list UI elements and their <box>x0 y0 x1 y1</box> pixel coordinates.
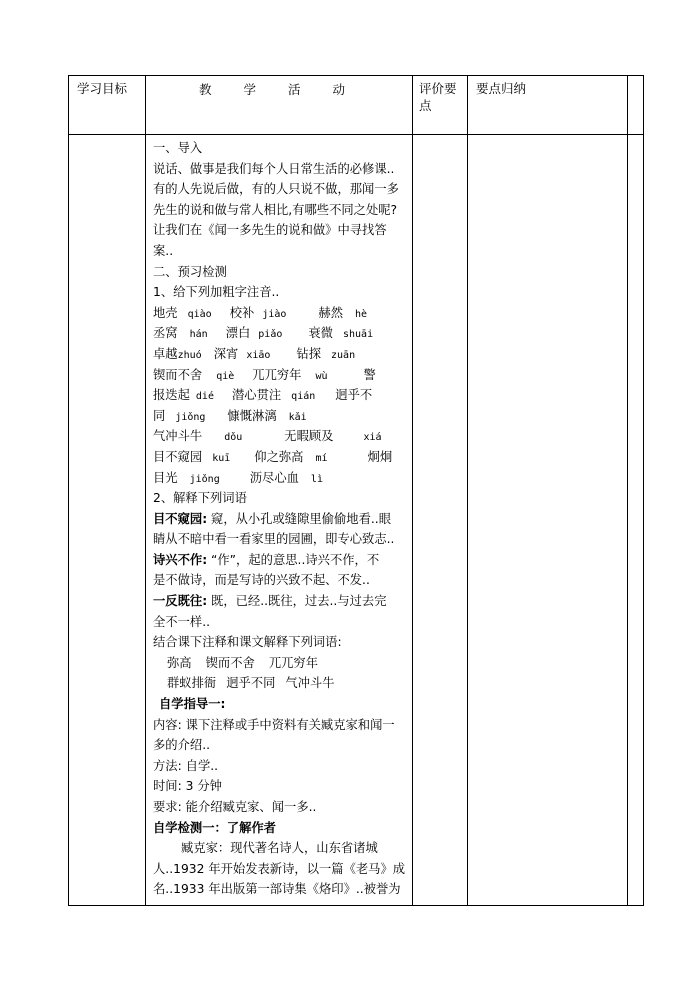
pinyin: wù <box>315 370 328 382</box>
pinyin: jiǒng <box>175 411 206 423</box>
pinyin: hè <box>355 308 368 320</box>
definition-line <box>153 550 409 571</box>
word: 锲而不舍 <box>153 367 203 382</box>
pinyin: mí <box>315 452 328 464</box>
pinyin-row <box>153 365 409 386</box>
pinyin: lì <box>310 473 323 485</box>
cell-key-summary <box>468 135 628 906</box>
word: 钻探 <box>296 346 322 361</box>
pinyin-row <box>153 426 409 447</box>
text-line: 有的人先说后做，有的人只说不做，那闻一多 <box>153 182 399 197</box>
text-line: 案.. <box>153 243 174 258</box>
pinyin: kuī <box>212 452 231 464</box>
pinyin-row <box>153 406 409 427</box>
word: 目光 <box>153 470 178 485</box>
pinyin: dǒu <box>224 432 243 444</box>
pinyin: shuāi <box>342 329 374 341</box>
text-line: 臧克家：现代著名诗人，山东省诸城 <box>181 841 378 856</box>
word: 卓越 <box>153 346 178 361</box>
table-header-row <box>69 76 644 135</box>
pinyin: xiāo <box>246 349 271 361</box>
term: 一反既往: <box>153 594 208 609</box>
pinyin: jiǒng <box>189 473 220 485</box>
definition: “作”，起的意思..诗兴不作，不 <box>207 552 380 567</box>
header-blank <box>628 76 644 135</box>
text-line: 内容: 课下注释或手中资料有关臧克家和闻一 <box>153 717 395 732</box>
term: 诗兴不作: <box>153 552 208 567</box>
cell-blank <box>628 135 644 906</box>
word: 沥尽心血 <box>249 470 299 485</box>
section-preview-heading: 二、预习检测 <box>153 264 227 279</box>
text-line: 2、解释下列词语 <box>153 491 247 506</box>
word: 群蚁排衙 <box>167 676 217 691</box>
word: 炯炯 <box>367 449 393 464</box>
header-teaching-activities: 教 学 活 动 <box>146 76 413 135</box>
text-line: 要求: 能介绍臧克家、闻一多.. <box>153 800 317 814</box>
definition: 窥，从小孔或缝隙里偷偷地看..眼 <box>207 511 391 526</box>
text-line: 结合课下注释和课文解释下列词语: <box>153 635 342 650</box>
word-list-row <box>153 673 409 694</box>
table-body-row <box>69 135 644 906</box>
word: 潜心贯注 <box>231 388 282 403</box>
text-line: 1、给下列加粗字注音.. <box>153 285 280 300</box>
word: 气冲斗牛 <box>285 676 335 691</box>
text-line: 先生的说和做与常人相比,有哪些不同之处呢? <box>153 202 398 217</box>
word: 兀兀穷年 <box>252 367 302 382</box>
header-evaluation-points: 评价要点 <box>413 76 468 135</box>
text-line: 说话、做事是我们每个人日常生活的必修课.. <box>153 161 395 176</box>
word: 漂白 <box>225 326 251 341</box>
text-line: 时间: 3 分钟 <box>153 779 222 794</box>
pinyin: xiá <box>363 432 382 444</box>
pinyin: qiào <box>187 308 212 320</box>
pinyin: kǎi <box>288 411 307 423</box>
cell-teaching-activities <box>146 135 413 906</box>
definition-line <box>153 591 409 612</box>
word: 丞窝 <box>153 326 178 341</box>
word: 衰微 <box>308 326 333 341</box>
pinyin-row <box>153 385 409 406</box>
text-line: 名..1933 年出版第一部诗集《烙印》..被誉为 <box>153 882 401 897</box>
word: 迥乎不 <box>335 388 373 403</box>
word: 迥乎不同 <box>226 676 276 691</box>
lesson-plan-table <box>68 75 644 906</box>
word: 仰之弥高 <box>254 449 304 464</box>
cell-evaluation-points <box>413 135 468 906</box>
word: 警 <box>363 367 376 382</box>
term: 目不窥园: <box>153 511 208 526</box>
pinyin-row <box>153 344 409 365</box>
text-line: 睛从不暗中看一看家里的园圃，即专心致志.. <box>153 532 395 547</box>
pinyin: piǎo <box>258 329 283 341</box>
header-key-summary: 要点归纳 <box>468 76 628 135</box>
pinyin: hán <box>189 329 208 341</box>
definition-line <box>153 509 409 530</box>
definition: 既，已经..既往，过去..与过去完 <box>207 594 387 609</box>
pinyin-row <box>153 468 409 489</box>
text-line: 是不做诗，而是写诗的兴致不起、不发.. <box>153 573 370 588</box>
word: 锲而不舍 <box>205 655 255 670</box>
self-check-heading: 自学检测一：了解作者 <box>153 820 276 835</box>
pinyin-row <box>153 303 409 324</box>
word: 目不窥园 <box>153 449 203 464</box>
text-line: 多的介绍.. <box>153 738 211 753</box>
word: 气冲斗牛 <box>153 429 203 444</box>
text-line: 方法: 自学.. <box>153 758 219 773</box>
pinyin: qiè <box>216 370 235 382</box>
pinyin: zhuó <box>177 349 202 361</box>
word: 同 <box>153 408 166 423</box>
self-study-guide-heading: 自学指导一: <box>159 697 226 712</box>
text-line: 全不一样.. <box>153 614 211 629</box>
word: 校补 <box>229 305 255 320</box>
word: 深宵 <box>213 346 239 361</box>
text-line: 人..1932 年开始发表新诗，以一篇《老马》成 <box>153 861 406 876</box>
pinyin-row <box>153 447 409 468</box>
pinyin: dié <box>195 391 214 403</box>
cell-learning-goals <box>69 135 146 906</box>
section-intro-heading: 一、导入 <box>153 141 203 155</box>
word: 赫然 <box>318 305 344 320</box>
pinyin: qián <box>291 391 316 403</box>
word: 慷慨淋漓 <box>227 408 277 423</box>
text-line: 让我们在《闻一多先生的说和做》中寻找答 <box>153 223 387 238</box>
pinyin: zuān <box>331 349 356 361</box>
pinyin: jiào <box>262 308 287 320</box>
activities-content <box>146 135 412 900</box>
pinyin-row <box>153 323 409 344</box>
word: 兀兀穷年 <box>268 655 319 670</box>
word: 弥高 <box>167 655 192 670</box>
word-list-row <box>153 653 409 674</box>
word: 无暇顾及 <box>284 429 334 444</box>
word: 报迭起 <box>153 388 190 403</box>
word: 地壳 <box>153 305 178 320</box>
header-learning-goals: 学习目标 <box>69 76 146 135</box>
